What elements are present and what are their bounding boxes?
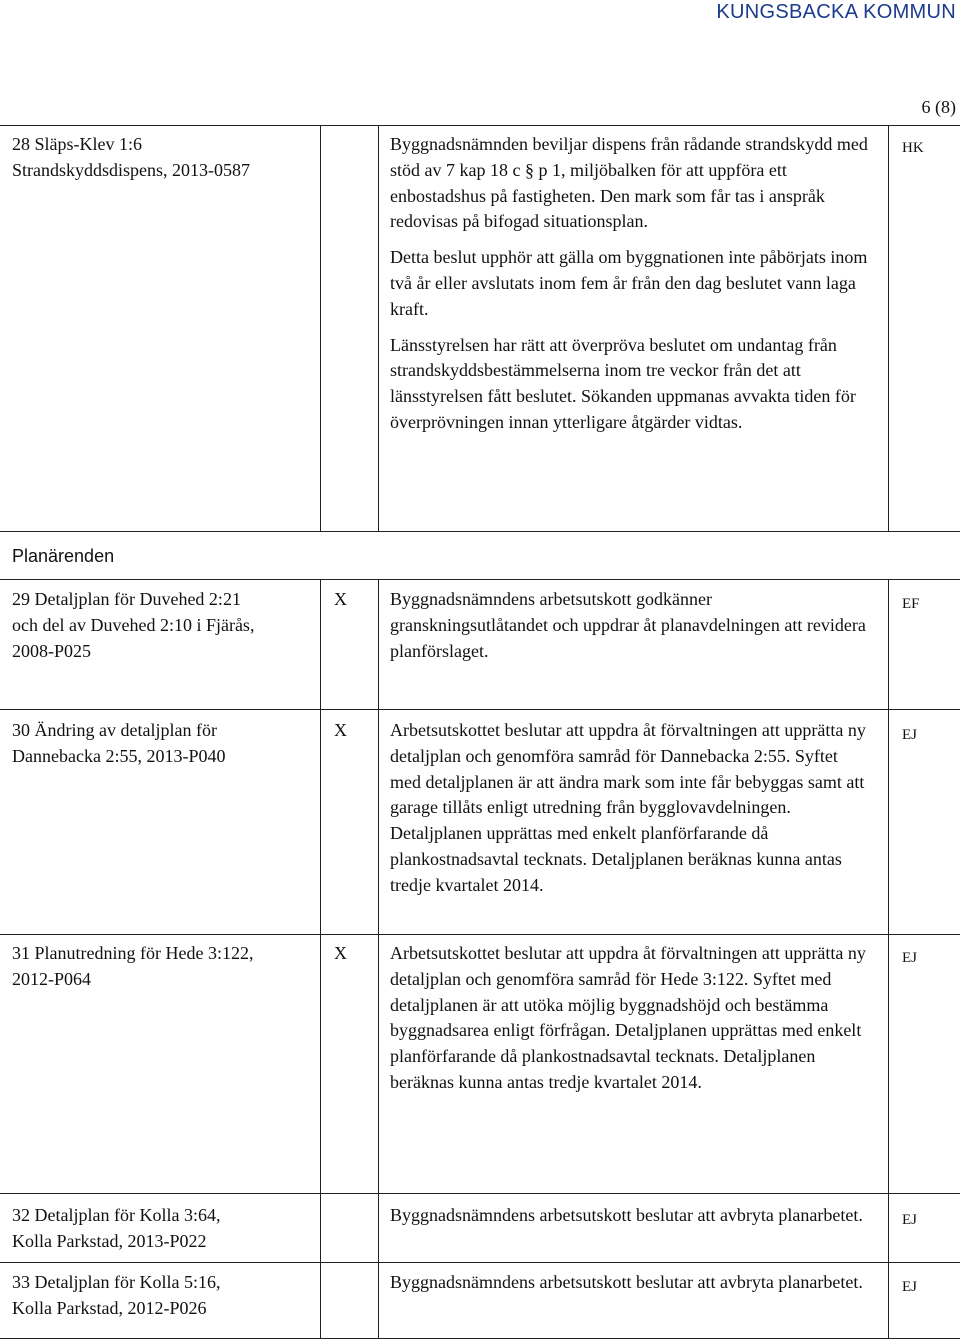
decision-paragraph: Arbetsutskottet beslutar att uppdra åt förvaltningen att upprätta ny detaljplan och genomföra samråd för Dannebacka 2:55. Syftet med detaljplanen är att ändra mark som inte får bebyggas samt att garage tillåts enligt utredning från bygglovavdelningen. Detaljplanen upprättas med enkelt planförfarande då plankostnadsavtal tecknats. Detaljplanen beräknas kunna antas tredje kvartalet 2014.	[390, 720, 866, 895]
decision-paragraph: Byggnadsnämndens arbetsutskott godkänner granskningsutlåtandet och uppdrar åt planavdelningen att revidera planförslaget.	[390, 589, 866, 661]
item-initials: EJ	[902, 727, 917, 743]
decision-paragraph: Byggnadsnämnden beviljar dispens från rådande strandskydd med stöd av 7 kap 18 c § p 1, miljöbalken för att uppföra ett enbostadshus på fastigheten. Den mark som får tas i anspråk redovisas på bifogad situationsplan.	[390, 134, 868, 232]
item-title: 30 Ändring av detaljplan för Dannebacka 2:55, 2013-P040	[12, 720, 226, 766]
item-mark: X	[334, 589, 347, 609]
item-mark: X	[334, 720, 347, 740]
decision-paragraph: Byggnadsnämndens arbetsutskott beslutar att avbryta planarbetet.	[390, 1205, 863, 1225]
page-number: 6 (8)	[921, 97, 956, 117]
agenda-block-30-31	[0, 709, 960, 1194]
item-initials: EJ	[902, 950, 917, 966]
agenda-block-32-33	[0, 1193, 960, 1339]
item-initials: EF	[902, 596, 920, 612]
agenda-block-29	[0, 579, 960, 710]
decision-paragraph: Byggnadsnämndens arbetsutskott beslutar att avbryta planarbetet.	[390, 1272, 863, 1292]
item-decision	[390, 1270, 870, 1296]
item-decision	[390, 941, 870, 1096]
row-separator	[0, 1262, 960, 1263]
item-initials: HK	[902, 140, 924, 156]
item-title: 31 Planutredning för Hede 3:122, 2012-P064	[12, 943, 254, 989]
item-initials: EJ	[902, 1212, 917, 1228]
decision-paragraph: Länsstyrelsen har rätt att överpröva beslutet om undantag från strandskyddsbestämmelserna inom tre veckor från det att länsstyrelsen fått beslutet. Sökanden uppmanas avvakta tiden för överprövningen innan ytterligare åtgärder vidtas.	[390, 334, 856, 432]
item-decision	[390, 718, 870, 899]
item-decision	[390, 587, 870, 664]
item-title: 33 Detaljplan för Kolla 5:16, Kolla Parkstad, 2012-P026	[12, 1272, 221, 1318]
item-initials: EJ	[902, 1279, 917, 1295]
item-title: 32 Detaljplan för Kolla 3:64, Kolla Parkstad, 2013-P022	[12, 1205, 221, 1251]
decision-paragraph: Arbetsutskottet beslutar att uppdra åt förvaltningen att upprätta ny detaljplan och genomföra samråd för Hede 3:122. Syftet med detaljplanen är att utöka möjlig byggnadshöjd och bestämma byggnadsarea enligt förfrågan. Detaljplanen upprättas med enkelt planförfarande då plankostnadsavtal tecknats. Detaljplanen beräknas kunna antas tredje kvartalet 2014.	[390, 943, 866, 1092]
item-title: 29 Detaljplan för Duvehed 2:21 och del av Duvehed 2:10 i Fjärås, 2008-P025	[12, 589, 255, 661]
item-mark: X	[334, 943, 347, 963]
agenda-block-28	[0, 125, 960, 532]
item-decision	[390, 132, 870, 436]
section-heading: Planärenden	[12, 546, 115, 566]
item-title: 28 Släps-Klev 1:6 Strandskyddsdispens, 2013-0587	[12, 134, 250, 180]
row-separator	[0, 934, 960, 935]
decision-paragraph: Detta beslut upphör att gälla om byggnationen inte påbörjats inom två år eller avslutats inom fem år från den dag beslutet vann laga kraft.	[390, 247, 868, 319]
item-decision	[390, 1203, 870, 1229]
organization-name: KUNGSBACKA KOMMUN	[716, 1, 956, 23]
section-plan-row	[0, 531, 960, 580]
